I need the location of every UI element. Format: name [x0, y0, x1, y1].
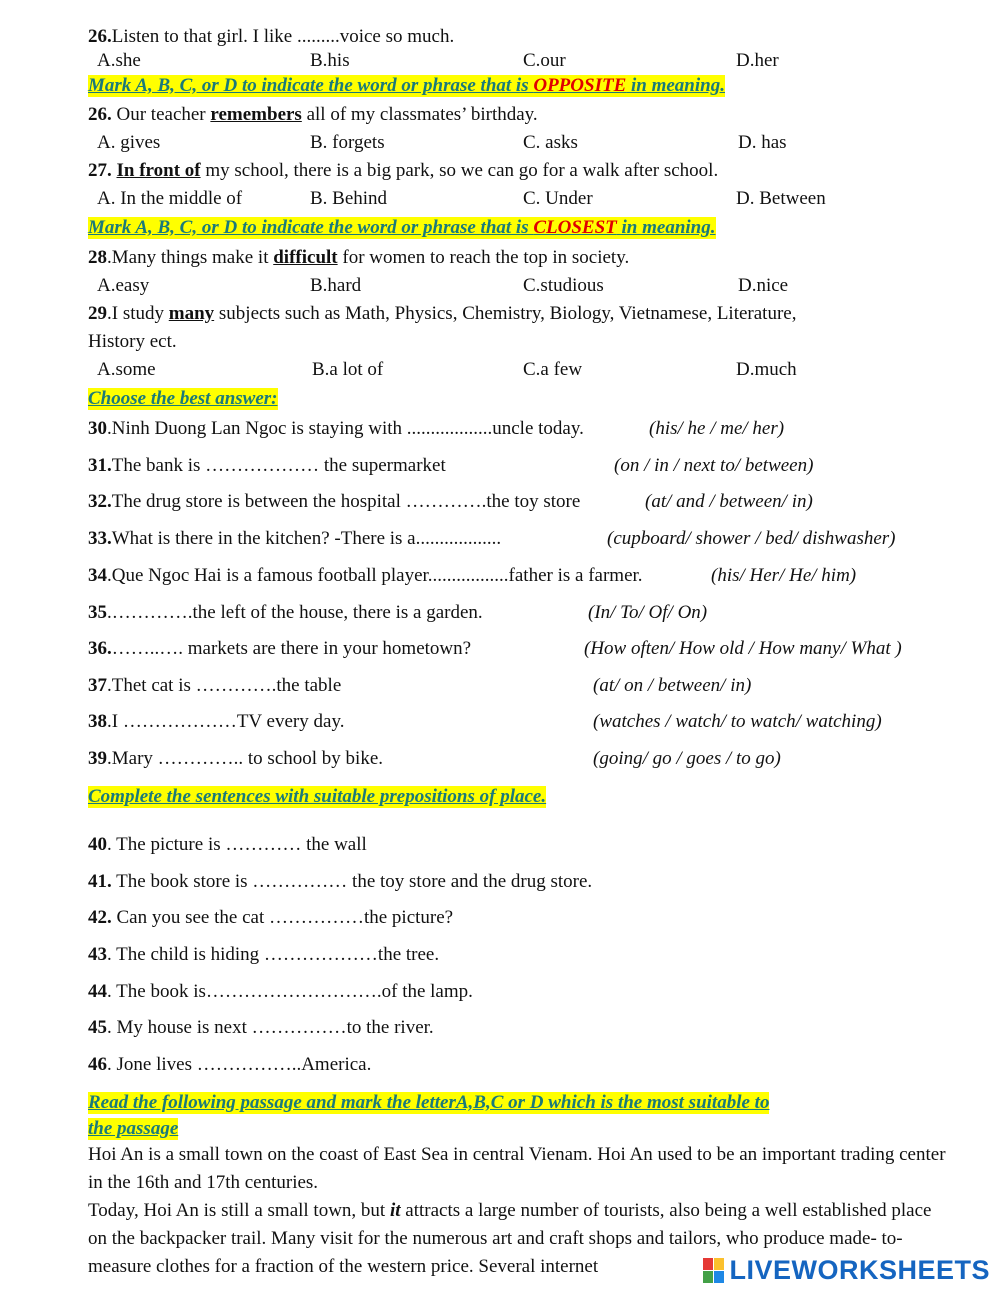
- heading-reading-line2: the passage: [88, 1118, 179, 1139]
- option-a: A.some: [97, 359, 156, 380]
- option-c: C.our: [523, 50, 566, 71]
- passage-paragraph-1: Hoi An is a small town on the coast of East Sea in central Vienam. Hoi An used to be an important trading center in the 16th and 17th centuries.: [88, 1144, 946, 1193]
- question-text: .Many things make it: [107, 247, 274, 268]
- question-number: 46: [88, 1054, 107, 1075]
- question-29: [88, 303, 796, 325]
- heading-best-answer: Choose the best answer:: [88, 388, 278, 409]
- question-number: 38: [88, 711, 107, 732]
- answer-choices: (watches / watch/ to watch/ watching): [593, 711, 882, 732]
- question-number: 44: [88, 981, 107, 1002]
- option-d: D.her: [736, 50, 779, 71]
- passage-text-end: attracts a large number of tourists, also being a well established place on the backpacker trail. Many visit for the numerous art and craft shops and tailors, who produce made- to-measure clothes for a fraction of the western price. Several internet: [88, 1200, 932, 1277]
- question-29-line2: History ect.: [88, 331, 177, 352]
- question-43: [88, 944, 439, 966]
- option-a: A. In the middle of: [97, 188, 243, 209]
- question-number: 39: [88, 748, 107, 769]
- question-45: [88, 1017, 434, 1039]
- question-39: [88, 748, 383, 770]
- question-number: 28: [88, 247, 107, 268]
- question-text: The book store is …………… the toy store and the drug store.: [111, 871, 593, 892]
- question-text: Listen to that girl. I like .........voice so much.: [111, 26, 455, 47]
- question-text: . The child is hiding ………………the tree.: [107, 944, 440, 965]
- heading-text-end: in meaning.: [626, 75, 725, 96]
- question-42: [88, 907, 453, 929]
- option-b: B.hard: [310, 275, 362, 296]
- question-text: .I ………………TV every day.: [107, 711, 345, 732]
- heading-text-end: in meaning.: [616, 217, 716, 238]
- question-number: 37: [88, 675, 107, 696]
- heading-opposite: [88, 75, 725, 97]
- answer-choices: (his/ Her/ He/ him): [711, 565, 857, 586]
- logo-icon: [703, 1258, 725, 1284]
- option-c: C.studious: [523, 275, 604, 296]
- question-number: 26.: [88, 26, 112, 47]
- question-44: [88, 981, 473, 1003]
- option-c: C.a few: [523, 359, 583, 380]
- heading-prepositions: Complete the sentences with suitable prepositions of place.: [88, 786, 547, 807]
- key-word: remembers: [210, 104, 302, 125]
- heading-keyword: OPPOSITE: [533, 75, 627, 96]
- question-text: .Que Ngoc Hai is a famous football player.................father is a farmer.: [107, 565, 643, 586]
- question-30: [88, 418, 584, 440]
- question-36: [88, 638, 471, 660]
- question-number: 42.: [88, 907, 112, 928]
- question-number: 43: [88, 944, 107, 965]
- question-text: . My house is next ……………to the river.: [107, 1017, 434, 1038]
- option-c: C. Under: [523, 188, 593, 209]
- heading-reading: Read the following passage and mark the letterA,B,C or D which is the most suitable to: [88, 1092, 770, 1113]
- key-word: many: [168, 303, 215, 324]
- option-b: B.a lot of: [312, 359, 384, 380]
- option-c: C. asks: [523, 132, 578, 153]
- question-38: [88, 711, 344, 733]
- question-number: 41.: [88, 871, 112, 892]
- option-b: B. Behind: [310, 188, 388, 209]
- heading-keyword: CLOSEST: [533, 217, 617, 238]
- answer-choices: (his/ he / me/ her): [649, 418, 785, 439]
- question-number: 34: [88, 565, 107, 586]
- question-32: [88, 491, 580, 513]
- passage-text: Today, Hoi An is still a small town, but: [88, 1200, 390, 1221]
- question-46: [88, 1054, 371, 1076]
- question-text: ……..…. markets are there in your hometown?: [111, 638, 472, 659]
- question-33: [88, 528, 501, 550]
- logo-text: LIVEWORKSHEETS: [729, 1255, 990, 1285]
- question-text: Our teacher: [111, 104, 211, 125]
- passage-key-word: it: [389, 1200, 401, 1221]
- question-number: 36.: [88, 638, 112, 659]
- question-text-end: all of my classmates’ birthday.: [301, 104, 538, 125]
- liveworksheets-logo: [703, 1255, 990, 1286]
- question-26a: [88, 26, 454, 48]
- question-27: [88, 160, 718, 182]
- question-text: Can you see the cat ……………the picture?: [111, 907, 454, 928]
- question-31: [88, 455, 446, 477]
- key-word: In front of: [116, 160, 201, 181]
- question-28: [88, 247, 629, 269]
- question-number: 32.: [88, 491, 112, 512]
- question-text: .Ninh Duong Lan Ngoc is staying with ..................uncle today.: [107, 418, 584, 439]
- question-40: [88, 834, 367, 856]
- heading-closest: [88, 217, 716, 239]
- question-text: . The picture is ………… the wall: [107, 834, 367, 855]
- question-text: What is there in the kitchen? -There is a..................: [111, 528, 502, 549]
- question-text: .I study: [107, 303, 169, 324]
- option-a: A.easy: [97, 275, 150, 296]
- answer-choices: (cupboard/ shower / bed/ dishwasher): [607, 528, 896, 549]
- question-number: 45: [88, 1017, 107, 1038]
- question-34: [88, 565, 643, 587]
- question-number: 30: [88, 418, 107, 439]
- question-text: my school, there is a big park, so we can go for a walk after school.: [200, 160, 719, 181]
- answer-choices: (at/ on / between/ in): [593, 675, 752, 696]
- question-text: .Thet cat is ………….the table: [107, 675, 342, 696]
- key-word: difficult: [273, 247, 338, 268]
- option-b: B. forgets: [310, 132, 385, 153]
- question-number: 31.: [88, 455, 112, 476]
- answer-choices: (In/ To/ Of/ On): [588, 602, 708, 623]
- question-number: 33.: [88, 528, 112, 549]
- heading-text: Mark A, B, C, or D to indicate the word or phrase that is: [88, 75, 534, 96]
- question-26b: [88, 104, 538, 126]
- question-number: 35: [88, 602, 107, 623]
- question-text: . Jone lives ……………..America.: [107, 1054, 372, 1075]
- question-number: 26.: [88, 104, 112, 125]
- question-text: The drug store is between the hospital ………….the toy store: [111, 491, 581, 512]
- answer-choices: (at/ and / between/ in): [645, 491, 813, 512]
- answer-choices: (going/ go / goes / to go): [593, 748, 781, 769]
- question-text: . The book is……………………….of the lamp.: [107, 981, 473, 1002]
- question-37: [88, 675, 341, 697]
- answer-choices: (on / in / next to/ between): [614, 455, 814, 476]
- question-text-end: for women to reach the top in society.: [337, 247, 630, 268]
- option-d: D.much: [736, 359, 797, 380]
- question-text: .………….the left of the house, there is a garden.: [107, 602, 483, 623]
- option-b: B.his: [310, 50, 350, 71]
- answer-choices: (How often/ How old / How many/ What ): [584, 638, 902, 659]
- question-35: [88, 602, 483, 624]
- question-text-end: subjects such as Math, Physics, Chemistry, Biology, Vietnamese, Literature,: [214, 303, 797, 324]
- option-d: D.nice: [738, 275, 789, 296]
- question-text: The bank is ……………… the supermarket: [111, 455, 446, 476]
- question-text: .Mary ………….. to school by bike.: [107, 748, 384, 769]
- option-a: A.she: [97, 50, 141, 71]
- question-41: [88, 871, 592, 893]
- question-number: 40: [88, 834, 107, 855]
- option-d: D. has: [738, 132, 787, 153]
- heading-text: Mark A, B, C, or D to indicate the word or phrase that is: [88, 217, 534, 238]
- question-number: 27.: [88, 160, 112, 181]
- option-d: D. Between: [736, 188, 826, 209]
- question-number: 29: [88, 303, 107, 324]
- option-a: A. gives: [97, 132, 161, 153]
